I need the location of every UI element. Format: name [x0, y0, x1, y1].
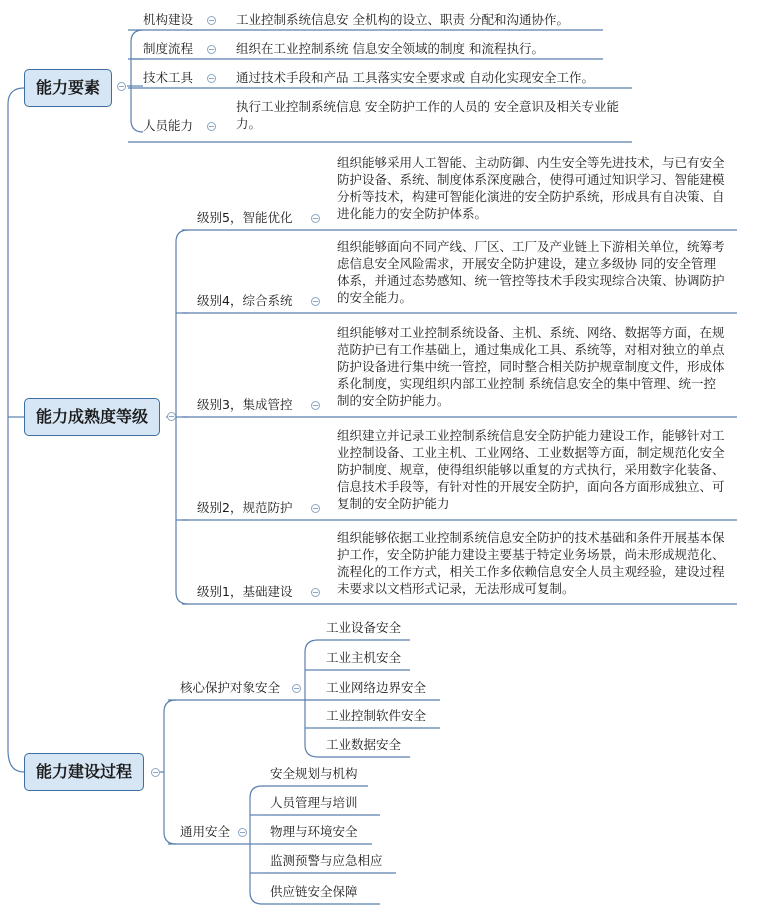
level-label[interactable]: 级别4，综合系统 [197, 293, 293, 308]
collapse-icon[interactable] [311, 214, 320, 223]
branch-label[interactable]: 机构建设 [143, 12, 194, 27]
leaf-text: 组织建立并记录工业控制系统信息安全防护能力建设工作，能够针对工业控制设备、工业主机、工业网络、工业数据等方面，制定规范化安全防护制度、规章，使得组织能够以重复的方式执行，采用数字化装备、信息技术手段等，有针对性的开展安全防护，面向各方面形成独立、可复制的安全防护能力 [337, 428, 725, 511]
list-item[interactable]: 工业控制软件安全 [326, 708, 427, 723]
collapse-icon[interactable] [207, 74, 216, 83]
level-label[interactable]: 级别1，基础建设 [197, 584, 293, 599]
leaf-text: 通过技术手段和产品 工具落实安全要求或 自动化实现安全工作。 [236, 70, 594, 85]
collapse-icon[interactable] [151, 768, 160, 777]
collapse-icon[interactable] [292, 684, 301, 693]
collapse-icon[interactable] [311, 297, 320, 306]
leaf-text: 工业控制系统信息安 全机构的设立、职责 分配和沟通协作。 [236, 12, 569, 27]
list-item[interactable]: 物理与环境安全 [270, 824, 358, 839]
branch-label[interactable]: 制度流程 [143, 41, 194, 56]
collapse-icon[interactable] [311, 401, 320, 410]
group-label[interactable]: 核心保护对象安全 [180, 680, 281, 695]
leaf-text: 组织能够对工业控制系统设备、主机、系统、网络、数据等方面，在规范防护已有工作基础上，通过集成化工具、系统等，对相对独立的单点防护设备进行集中统一管控，同时整合相关防护规章制度文件，形成体系化制度，实现组织内部工业控制 系统信息安全的集中管理、统一控制的安全防护能力。 [337, 325, 725, 408]
branch-label[interactable]: 人员能力 [143, 118, 194, 133]
node-construction-process[interactable]: 能力建设过程 [24, 753, 144, 791]
list-item[interactable]: 工业设备安全 [326, 620, 402, 635]
collapse-icon[interactable] [207, 122, 216, 131]
leaf-text: 组织能够依据工业控制系统信息安全防护的技术基础和条件开展基本保护工作，安全防护能力建设主要基于特定业务场景，尚未形成规范化、流程化的工作方式，相关工作多依赖信息安全人员主观经验，建设过程未要求以文档形式记录，无法形成可复制。 [337, 530, 725, 596]
level-label[interactable]: 级别2，规范防护 [197, 500, 293, 515]
collapse-icon[interactable] [117, 82, 126, 91]
collapse-icon[interactable] [207, 45, 216, 54]
list-item[interactable]: 监测预警与应急相应 [270, 853, 383, 868]
leaf-text: 组织能够面向不同产线、厂区、工厂及产业链上下游相关单位，统筹考虑信息安全风险需求，开展安全防护建设，建立多级协 同的安全管理体系，并通过态势感知、统一管控等技术手段实现综合决策、协调防护的安全能力。 [337, 239, 725, 305]
branch-label[interactable]: 技术工具 [143, 70, 194, 85]
collapse-icon[interactable] [311, 588, 320, 597]
node-maturity-levels[interactable]: 能力成熟度等级 [24, 398, 160, 436]
leaf-text: 组织能够采用人工智能、主动防御、内生安全等先进技术，与已有安全防护设备、系统、制度体系深度融合，使得可通过知识学习、智能建模分析等技术，构建可智能化演进的安全防护系统，形成具有自决策、自进化能力的安全防护体系。 [337, 155, 725, 221]
collapse-icon[interactable] [207, 16, 216, 25]
collapse-icon[interactable] [311, 504, 320, 513]
leaf-text: 执行工业控制系统信息 安全防护工作的人员的 安全意识及相关专业能力。 [236, 99, 619, 131]
level-label[interactable]: 级别5，智能优化 [197, 210, 293, 225]
list-item[interactable]: 供应链安全保障 [270, 884, 358, 899]
level-label[interactable]: 级别3，集成管控 [197, 397, 293, 412]
list-item[interactable]: 工业数据安全 [326, 737, 402, 752]
node-capability-elements[interactable]: 能力要素 [24, 69, 112, 107]
list-item[interactable]: 工业网络边界安全 [326, 680, 427, 695]
list-item[interactable]: 人员管理与培训 [270, 795, 358, 810]
list-item[interactable]: 安全规划与机构 [270, 766, 358, 781]
collapse-icon[interactable] [167, 412, 176, 421]
group-label[interactable]: 通用安全 [180, 824, 231, 839]
leaf-text: 组织在工业控制系统 信息安全领域的制度 和流程执行。 [236, 41, 544, 56]
collapse-icon[interactable] [238, 828, 247, 837]
list-item[interactable]: 工业主机安全 [326, 650, 402, 665]
